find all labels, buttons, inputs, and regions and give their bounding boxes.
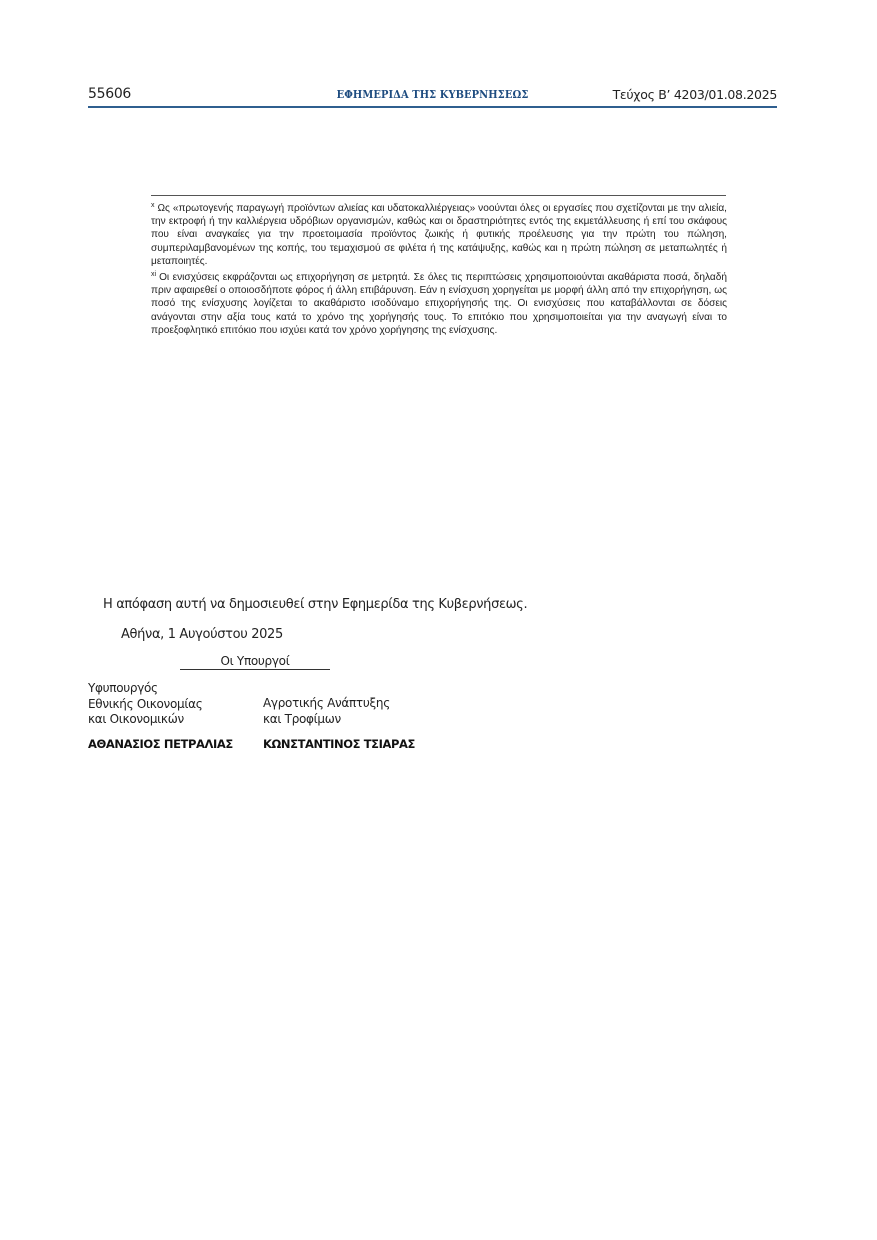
footnotes bbox=[151, 199, 727, 337]
gazette-title: ΕΦΗΜΕΡΙΔΑ ΤΗΣ ΚΥΒΕΡΝΗΣΕΩΣ bbox=[336, 87, 529, 101]
signatory-left-name: ΑΘΑΝΑΣΙΟΣ ΠΕΤΡΑΛΙΑΣ bbox=[88, 737, 233, 751]
issue-number: Τεύχος Β’ 4203/01.08.2025 bbox=[612, 87, 777, 102]
ministers-underline bbox=[180, 669, 330, 670]
signatory-right-title bbox=[263, 696, 390, 727]
header-divider bbox=[88, 106, 777, 108]
footnote-divider bbox=[151, 195, 726, 196]
page-number: 55606 bbox=[88, 86, 132, 102]
footnote-text: Οι ενισχύσεις εκφράζονται ως επιχορήγηση σε μετρητά. Σε όλες τις περιπτώσεις χρησιμοποιούνται ακαθάριστα ποσά, δηλαδή πριν αφαιρεθεί ο οποιοσδήποτε φόρος ή άλλη επιβάρυνση. Εάν η ενίσχυση χορηγείται με μορφή άλλη από την επιχορήγηση, ως ποσό της ενίσχυσης λογίζεται το ακαθάριστο ισοδύναμο επιχορήγησής της. Οι ενισχύσεις που καταβάλλονται σε δόσεις ανάγονται στην αξία τους κατά το χρόνο της χορήγησής τους. Το επιτόκιο που χρησιμοποιείται για την αναγωγή είναι το προεξοφλητικό επιτόκιο που ισχύει κατά τον χρόνο χορήγησης της ενίσχυσης. bbox=[151, 272, 727, 336]
footnote-xi bbox=[151, 268, 727, 337]
publication-statement: Η απόφαση αυτή να δημοσιευθεί στην Εφημερίδα της Κυβερνήσεως. bbox=[103, 597, 528, 612]
place-date: Αθήνα, 1 Αυγούστου 2025 bbox=[121, 627, 283, 642]
footnote-marker: x bbox=[151, 202, 155, 209]
title-line: Εθνικής Οικονομίας bbox=[88, 696, 203, 711]
title-line: και Οικονομικών bbox=[88, 712, 184, 726]
footnote-text: Ως «πρωτογενής παραγωγή προϊόντων αλιείας και υδατοκαλλιέργειας» νοούνται όλες οι εργασίες που σχετίζονται με την αλιεία, την εκτροφή ή την καλλιέργεια υδρόβιων οργανισμών, καθώς και οι δραστηριότητες εντός της εκμετάλλευσης ή επί του σκάφους που είναι αναγκαίες για την προετοιμασία προϊόντος ζωικής ή φυτικής προέλευσης για την πρώτη του πώληση, συμπεριλαμβανομένων της κοπής, του τεμαχισμού σε φιλέτα ή της κατάψυξης, καθώς και η πρώτη πώληση σε μεταπωλητές ή μεταποιητές. bbox=[151, 203, 727, 267]
footnote-marker: xi bbox=[151, 271, 157, 279]
title-line: Αγροτικής Ανάπτυξης bbox=[263, 696, 390, 710]
ministers-heading: Οι Υπουργοί bbox=[220, 654, 290, 668]
signatory-left-title bbox=[88, 681, 202, 728]
title-line: Υφυπουργός bbox=[88, 681, 158, 695]
signatory-right-name: ΚΩΝΣΤΑΝΤΙΝΟΣ ΤΣΙΑΡΑΣ bbox=[263, 737, 415, 751]
page-header bbox=[88, 86, 777, 108]
footnote-x bbox=[151, 199, 727, 268]
title-line: και Τροφίμων bbox=[263, 711, 341, 726]
